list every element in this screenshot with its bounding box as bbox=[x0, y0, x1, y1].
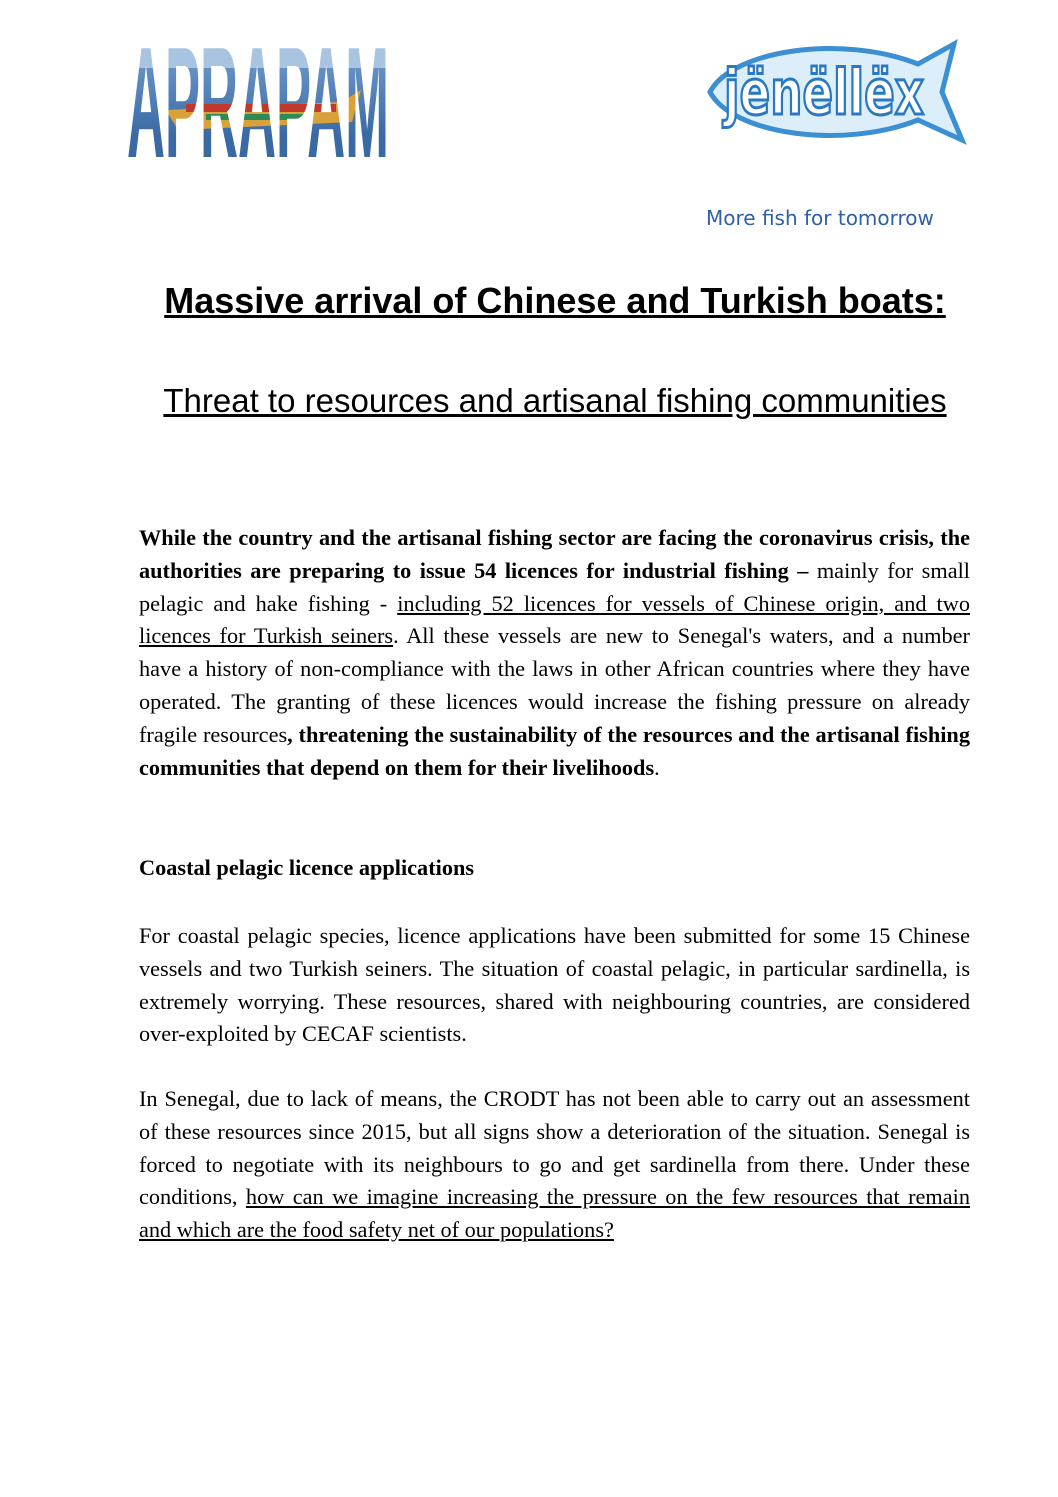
intro-bold-text: While the country and the artisanal fishing sector are facing the coronavirus crisis, the authorities are preparing to issue 54 licences for industrial fishing – bbox=[139, 525, 970, 583]
jenellex-logo bbox=[692, 38, 974, 146]
svg-text:jënëllëx: jënëllëx bbox=[721, 56, 924, 129]
coastal-paragraph: For coastal pelagic species, licence applications have been submitted for some 15 Chinese vessels and two Turkish seiners. The situation of coastal pelagic, in particular sardinella, is extremely worrying. These resources, shared with neighbouring countries, are considered over-exploited by CECAF scientists. bbox=[139, 923, 970, 1047]
intro-underlined-text: including 52 licences for vessels of Chinese origin, and two licences for Turkish seiners bbox=[139, 590, 970, 649]
page-subtitle: Threat to resources and artisanal fishing communities bbox=[163, 382, 947, 419]
senegal-text: In Senegal, due to lack of means, the CRODT has not been able to carry out an assessment of these resources since 2015, but all signs show a deterioration of the situation. Senegal is forced to negotiate with its neighbours to go and get sardinella from there. Under these conditions, bbox=[139, 1086, 970, 1210]
tagline: More fish for tomorrow bbox=[706, 206, 934, 230]
intro-end: . bbox=[654, 754, 660, 780]
senegal-underlined-text: how can we imagine increasing the pressure on the few resources that remain and which are the food safety net of our populations? bbox=[139, 1184, 970, 1243]
intro-text-b: . All these vessels are new to Senegal's waters, and a number have a history of non-compliance with the laws in other African countries where they have operated. The granting of these licences would increase the fishing pressure on already fragile resources bbox=[139, 623, 970, 747]
aprapam-logo bbox=[126, 30, 390, 160]
senegal-paragraph bbox=[139, 1083, 970, 1247]
intro-bold-end: , threatening the sustainability of the resources and the artisanal fishing communities that depend on them for their livelihoods bbox=[139, 721, 970, 780]
section-heading: Coastal pelagic licence applications bbox=[139, 855, 475, 880]
intro-paragraph bbox=[139, 522, 970, 784]
intro-text-a: mainly for small pelagic and hake fishing - bbox=[139, 557, 970, 616]
page-title: Massive arrival of Chinese and Turkish boats: bbox=[164, 280, 946, 321]
